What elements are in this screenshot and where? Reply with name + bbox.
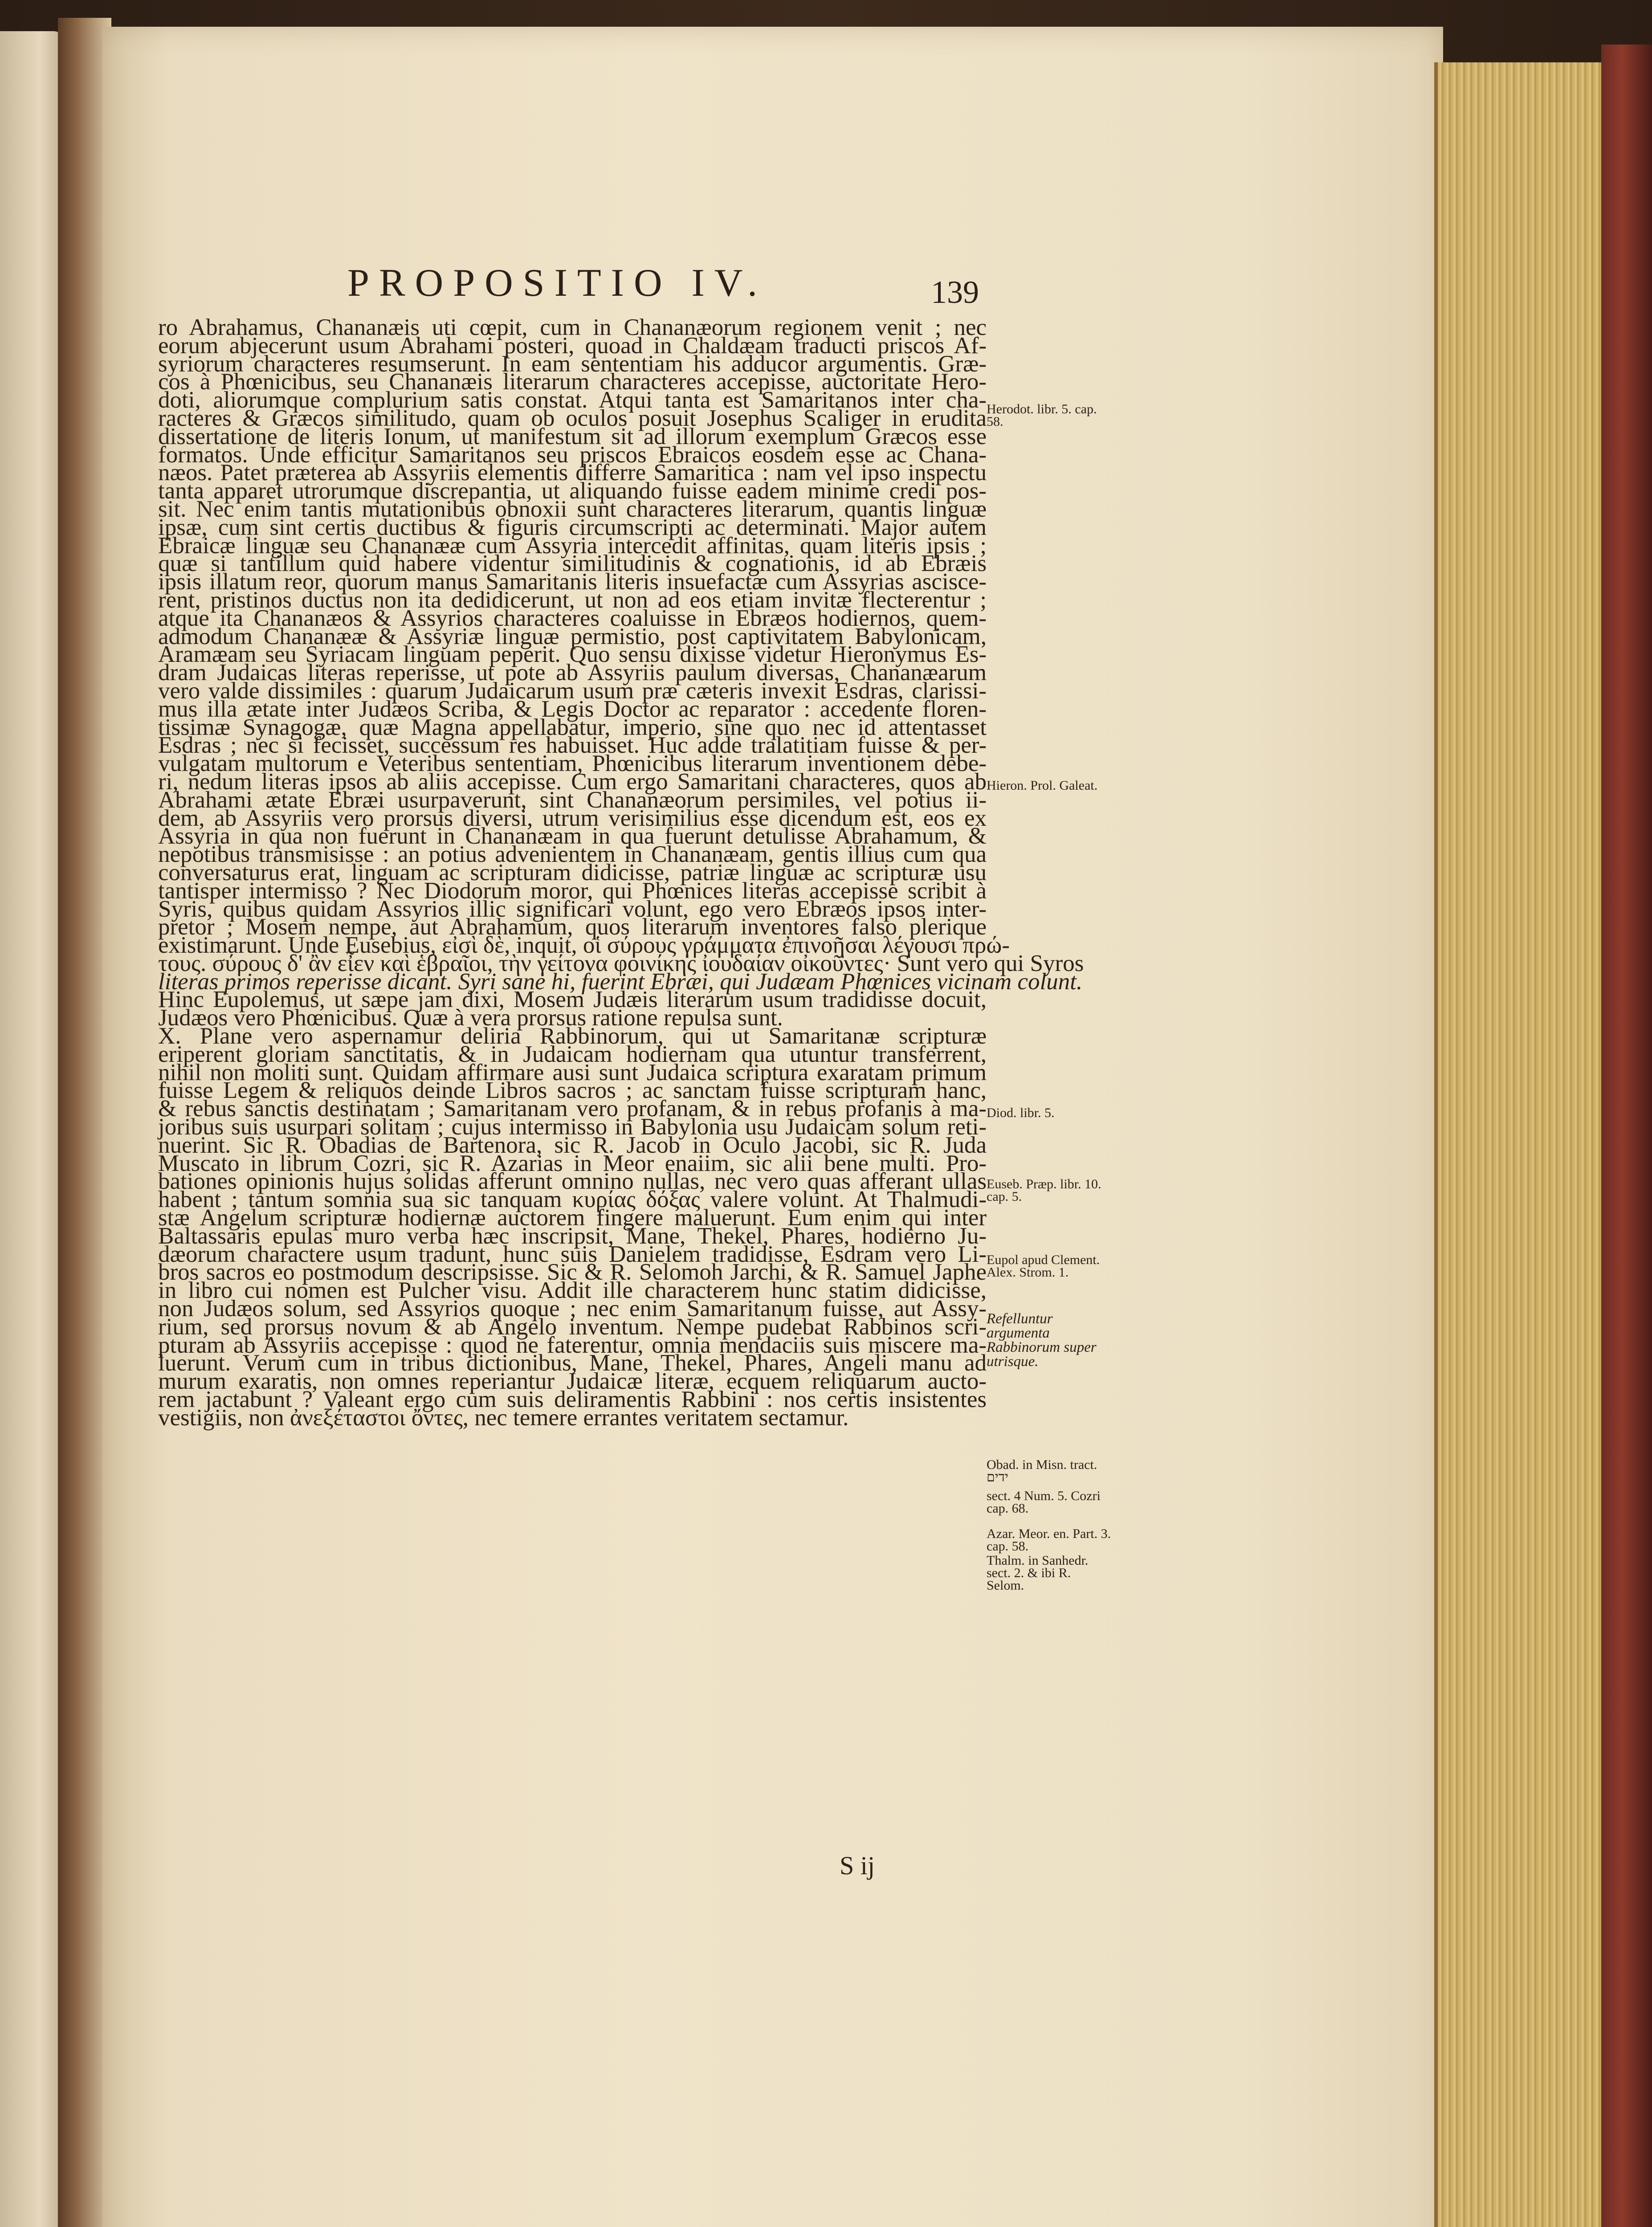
text-line: habent ; tantum somnia sua sic tanquam κυρίας δόξας valere volunt. At Thalmudi- [158, 1187, 987, 1213]
text-line: ipsis illatum reor, quorum manus Samaritanis literis insuefactæ cum Assyrias ascisce- [158, 569, 987, 595]
text-line: stæ Angelum scripturæ hodiernæ auctorem fingere maluerunt. Eum enim qui inter [158, 1205, 987, 1231]
text-line: vestigiis, non ἀνεξέταστοι ὄντες, nec temere errantes veritatem sectamur. [158, 1404, 849, 1431]
cover-edge [1601, 45, 1652, 2227]
text-line: bros sacros eo postmodum descripsisse. Sic & R. Selomoh Jarchi, & R. Samuel Japhe [158, 1259, 987, 1285]
margin-note: Eupol apud Clement. Alex. Strom. 1. [987, 1252, 1100, 1280]
text-line: ri, nedum literas ipsos ab aliis accepisse. Cum ergo Samaritani characteres, quos ab [158, 768, 987, 795]
text-line: dram Judaicas literas reperisse, ut pote ab Assyriis paulum diversas, Chananæarum [158, 660, 987, 686]
running-title: PROPOSITIO IV. [347, 261, 767, 305]
text-line: Aramæam seu Syriacam linguam peperit. Quo sensu dixisse videtur Hieronymus Es- [158, 641, 987, 668]
margin-note: Hieron. Prol. Galeat. [987, 778, 1098, 793]
text-line: Ebraicæ linguæ seu Chananææ cum Assyria intercedit affinitas, quam literis ipsis ; [158, 532, 987, 559]
text-line: Muscato in librum Cozri, sic R. Azarias in Meor enaiim, sic alii bene multi. Pro- [158, 1150, 987, 1176]
verso-page-edge [0, 31, 67, 2227]
text-line: atque ita Chananæos & Assyrios characteres coaluisse in Ebræos hodiernos, quem- [158, 605, 987, 631]
text-line: Judæos vero Phœnicibus. Quæ à vera prorsus ratione repulsa sunt. [158, 1005, 783, 1031]
text-line: Baltassaris epulas muro verba hæc inscripsit, Mane, Thekel, Phares, hodierno Ju- [158, 1223, 987, 1249]
text-line: dæorum charactere usum tradunt, hunc suis Danielem tradidisse, Esdram vero Li- [158, 1241, 987, 1267]
text-line: nuerint. Sic R. Obadias de Bartenora, sic R. Jacob in Oculo Jacobi, sic R. Juda [158, 1132, 987, 1158]
margin-note: Diod. libr. 5. [987, 1105, 1055, 1120]
text-line: fuisse Legem & reliquos deinde Libros sacros ; ac sanctam fuisse scripturam hanc, [158, 1077, 987, 1104]
text-line: non Judæos solum, sed Assyrios quoque ; nec enim Samaritanum fuisse, aut Assy- [158, 1296, 987, 1322]
text-line: vero valde dissimiles : quarum Judaicarum usum præ cæteris invexit Esdras, clarissi- [158, 677, 987, 704]
margin-note: Azar. Meor. en. Part. 3. cap. 58. [987, 1526, 1111, 1554]
gilt-fore-edge [1434, 62, 1607, 2227]
text-line: næos. Patet præterea ab Assyriis elementis differre Samaritica : nam vel ipso inspectu [158, 460, 987, 486]
text-line: racteres & Græcos similitudo, quam ob oculos posuit Josephus Scaliger in erudita [158, 405, 987, 431]
text-line: ro Abrahamus, Chananæis uti cœpit, cum in Chananæorum regionem venit ; nec [158, 314, 987, 340]
text-line: tantisper intermisso ? Nec Diodorum moror, qui Phœnices literas accepisse scribit à [158, 877, 987, 904]
margin-note: Euseb. Præp. libr. 10. cap. 5. [987, 1177, 1101, 1204]
text-line: nihil non moliti sunt. Quidam affirmare ausi sunt Judaica scriptura exaratam primum [158, 1059, 987, 1085]
text-line: Assyria in qua non fuerunt in Chananæam in qua fuerunt detulisse Abrahamum, & [158, 823, 987, 849]
text-line: tanta apparet utrorumque discrepantia, ut aliquando fuisse eadem minime credi pos- [158, 478, 987, 504]
text-line: ipsæ, cum sint certis ductibus & figuris circumscripti ac determinati. Major autem [158, 514, 987, 540]
text-line: tissimæ Synagogæ, quæ Magna appellabatur, imperio, sine quo nec id attentasset [158, 714, 987, 740]
text-line: quæ si tantillum quid habere videntur similitudinis & cognationis, id ab Ebræis [158, 551, 987, 577]
text-line: murum exaratis, non omnes reperiantur Judaicæ literæ, ecquem reliquarum aucto- [158, 1368, 987, 1395]
text-line: τους. σύρους δ' ἂν εἶεν καὶ ἑβραῖοι, τὴν γείτονα φοινίκης ἰουδαίαν οἰκοῦντες· Sunt vero qui Syros [158, 950, 1084, 976]
text-line: Hinc Eupolemus, ut sæpe jam dixi, Mosem Judæis literarum usum tradidisse docuit, [158, 987, 987, 1013]
margin-note: sect. 4 Num. 5. Cozri cap. 68. [987, 1489, 1101, 1516]
margin-note: Herodot. libr. 5. cap. 58. [987, 402, 1097, 429]
margin-note: Obad. in Misn. tract. ידים [987, 1457, 1097, 1485]
text-line: pretor ; Mosem nempe, aut Abrahamum, quos literarum inventores falso plerique [158, 914, 987, 940]
text-line: syriorum characteres resumserunt. In eam sententiam his adducor argumentis. Græ- [158, 351, 987, 377]
text-line: literas primos reperisse dicant. Syri sane hi, fuerint Ebræi, qui Judæam Phœnices vicinam colunt. [158, 968, 1083, 995]
margin-note-heading: Refelluntur argumenta Rabbinorum super utrisque. [987, 1311, 1097, 1370]
text-line: admodum Chananææ & Assyriæ linguæ permistio, post captivitatem Babylonicam, [158, 623, 987, 649]
text-line: in libro cui nomen est Pulcher visu. Addit ille characterem hunc statim didicisse, [158, 1277, 987, 1304]
text-line: bationes opinionis hujus solidas afferunt omnino nullas, nec vero quas afferant ullas [158, 1168, 987, 1195]
text-line: sit. Nec enim tantis mutationibus obnoxii sunt characteres literarum, quantis linguæ [158, 496, 987, 522]
text-line: cos à Phœnicibus, seu Chananæis literarum characteres accepisse, auctoritate Hero- [158, 369, 987, 395]
text-line: dem, ab Assyriis vero prorsus diversi, utrum verisimilius esse dicendum est, eos ex [158, 805, 987, 831]
text-line: pturam ab Assyriis accepisse : quod ne faterentur, omnia mendaciis suis miscere ma- [158, 1332, 987, 1358]
signature-mark: S ij [840, 1851, 875, 1880]
text-line: rem jactabunt ? Valeant ergo cum suis deliramentis Rabbini : nos certis insistentes [158, 1387, 987, 1413]
text-line: eriperent gloriam sanctitatis, & in Judaicam hodiernam qua utuntur transferrent, [158, 1041, 987, 1067]
text-line: conversaturus erat, linguam ac scripturam didicisse, patriæ linguæ ac scripturæ usu [158, 859, 987, 885]
text-line: nepotibus transmisisse : an potius advenientem in Chananæam, gentis illius cum qua [158, 841, 987, 868]
text-line: rent, pristinos ductus non ita dedidicerunt, ut non ad eos etiam invitæ flecterentur ; [158, 587, 987, 613]
text-line: existimarunt. Unde Eusebius, εἰσὶ δὲ, inquit, οἱ σύρους γράμματα ἐπινοῆσαι λέγουσι πρώ- [158, 932, 1010, 959]
text-line: luerunt. Verum cum in tribus dictionibus, Mane, Thekel, Phares, Angeli manu ad [158, 1350, 987, 1376]
page-number: 139 [931, 274, 979, 310]
text-line: X. Plane vero aspernamur deliria Rabbinorum, qui ut Samaritanæ scripturæ [158, 1023, 987, 1049]
text-line: vulgatam multorum e Veteribus sententiam, Phœnicibus literarum inventionem debe- [158, 750, 987, 777]
text-line: & rebus sanctis destinatam ; Samaritanam vero profanam, & in rebus profanis à ma- [158, 1096, 987, 1122]
text-line: Esdras ; nec si fecisset, successum res habuisset. Huc adde tralatitiam fuisse & per- [158, 732, 987, 759]
text-line: rium, sed prorsus novum & ab Angelo inventum. Nempe pudebat Rabbinos scri- [158, 1313, 987, 1340]
text-line: Abrahami ætate Ebræi usurpaverunt, sint Chananæorum persimiles, vel potius ii- [158, 787, 987, 813]
text-line: mus illa ætate inter Judæos Scriba, & Legis Doctor ac reparator : accedente floren- [158, 696, 987, 722]
text-line: dissertatione de literis Ionum, ut manifestum sit ad illorum exemplum Græcos esse [158, 423, 987, 449]
text-line: joribus suis usurpari solitam ; cujus intermisso in Babylonia usu Judaicam solum reti- [158, 1114, 987, 1140]
text-line: Syris, quibus quidam Assyrios illic significari volunt, ego vero Ebræos ipsos inter- [158, 896, 987, 922]
text-line: doti, aliorumque complurium satis constat. Atqui tanta est Samaritanos inter cha- [158, 387, 987, 413]
text-line: formatos. Unde efficitur Samaritanos seu priscos Ebraicos eosdem esse ac Chana- [158, 441, 987, 468]
text-line: eorum abjecerunt usum Abrahami posteri, quoad in Chaldæam traducti priscos Af- [158, 332, 987, 359]
margin-note: Thalm. in Sanhedr. sect. 2. & ibi R. Selom. [987, 1553, 1089, 1593]
